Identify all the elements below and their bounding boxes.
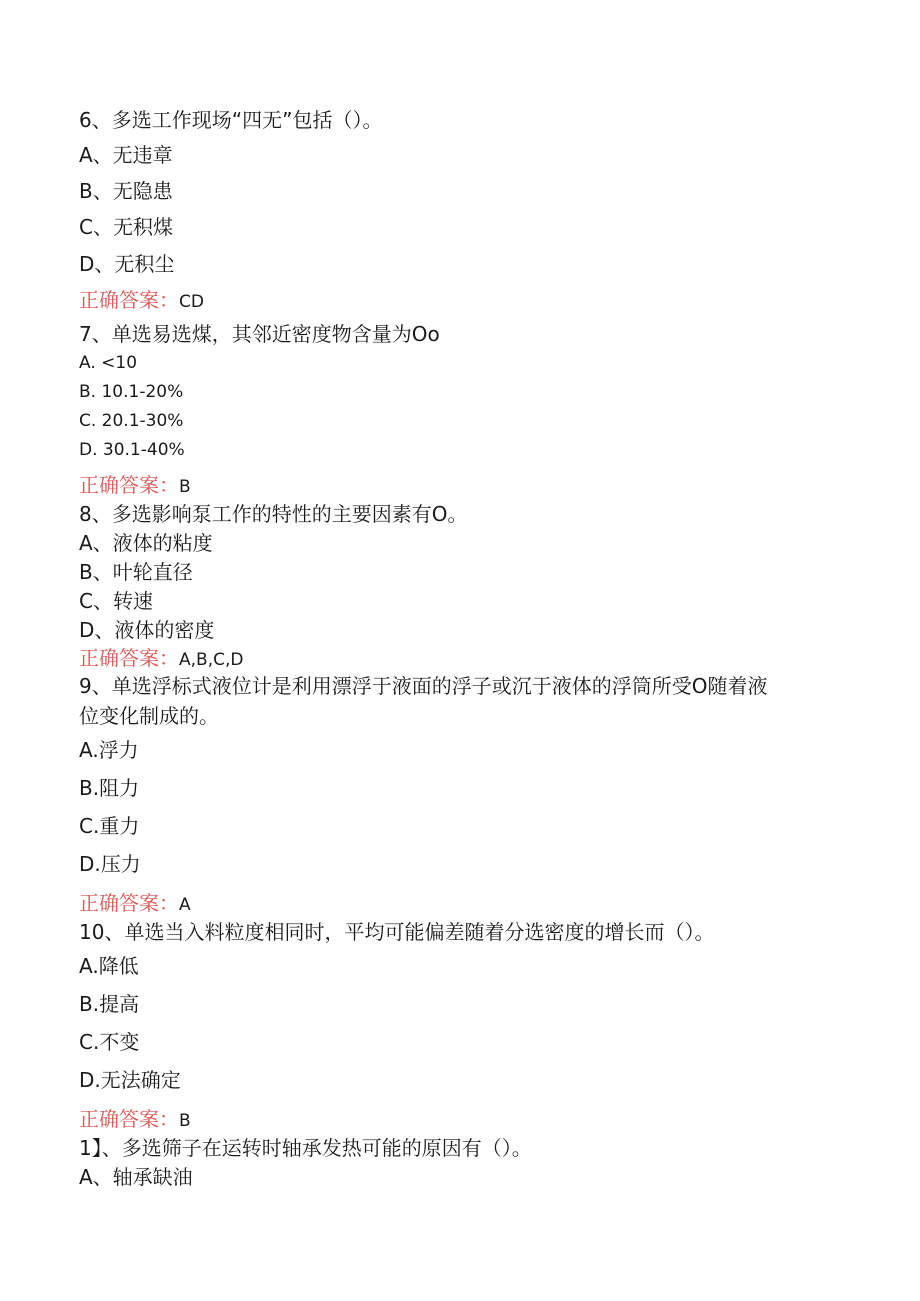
answer-value: B [179,1111,191,1131]
q10-option-a: A.降低 [79,954,139,978]
question-6: 6、多选工作现场“四无”包括（）。 [79,108,383,132]
q9-option-d: D.压力 [79,852,141,876]
q8-answer [79,648,243,669]
q10-answer [79,1109,191,1130]
q6-option-d: D、无积尘 [79,252,175,276]
q8-option-d: D、液体的密度 [79,618,215,642]
q7-option-c: C. 20.1-30% [79,411,184,431]
answer-label: 正确答案： [79,473,179,497]
q9-option-a: A.浮力 [79,738,139,762]
answer-value: A,B,C,D [179,650,244,670]
q6-option-c: C、无积煤 [79,215,173,239]
answer-value: CD [179,292,204,312]
question-10: 10、单选当入料粒度相同时，平均可能偏差随着分选密度的增长而（）。 [79,920,715,944]
q6-answer [79,290,204,311]
answer-value: A [179,895,191,915]
q8-option-b: B、叶轮直径 [79,560,193,584]
q7-answer [79,475,191,496]
answer-label: 正确答案： [79,646,179,670]
q10-option-d: D.无法确定 [79,1068,181,1092]
question-8: 8、多选影响泵工作的特性的主要因素有O。 [79,502,468,526]
q7-option-b: B. 10.1-20% [79,382,184,402]
q10-option-c: C.不变 [79,1030,140,1054]
q8-option-c: C、转速 [79,589,153,613]
question-7: 7、单选易选煤，其邻近密度物含量为Oo [79,322,440,346]
q7-option-a: A. <10 [79,353,138,373]
answer-label: 正确答案： [79,1107,179,1131]
q6-option-b: B、无隐患 [79,179,173,203]
q9-answer [79,893,191,914]
q8-option-a: A、液体的粘度 [79,531,213,555]
q11-option-a: A、轴承缺油 [79,1165,193,1189]
question-9-line-2: 位变化制成的。 [79,704,219,728]
answer-label: 正确答案： [79,288,179,312]
q6-option-a: A、无违章 [79,143,173,167]
question-9-line-1: 9、单选浮标式液位计是利用漂浮于液面的浮子或沉于液体的浮筒所受O随着液 [79,674,768,698]
q9-option-b: B.阻力 [79,776,140,800]
q10-option-b: B.提高 [79,992,140,1016]
answer-value: B [179,477,191,497]
answer-label: 正确答案： [79,891,179,915]
question-11: 1】、多选筛子在运转时轴承发热可能的原因有（）。 [79,1136,532,1160]
q7-option-d: D. 30.1-40% [79,440,185,460]
q9-option-c: C.重力 [79,814,140,838]
